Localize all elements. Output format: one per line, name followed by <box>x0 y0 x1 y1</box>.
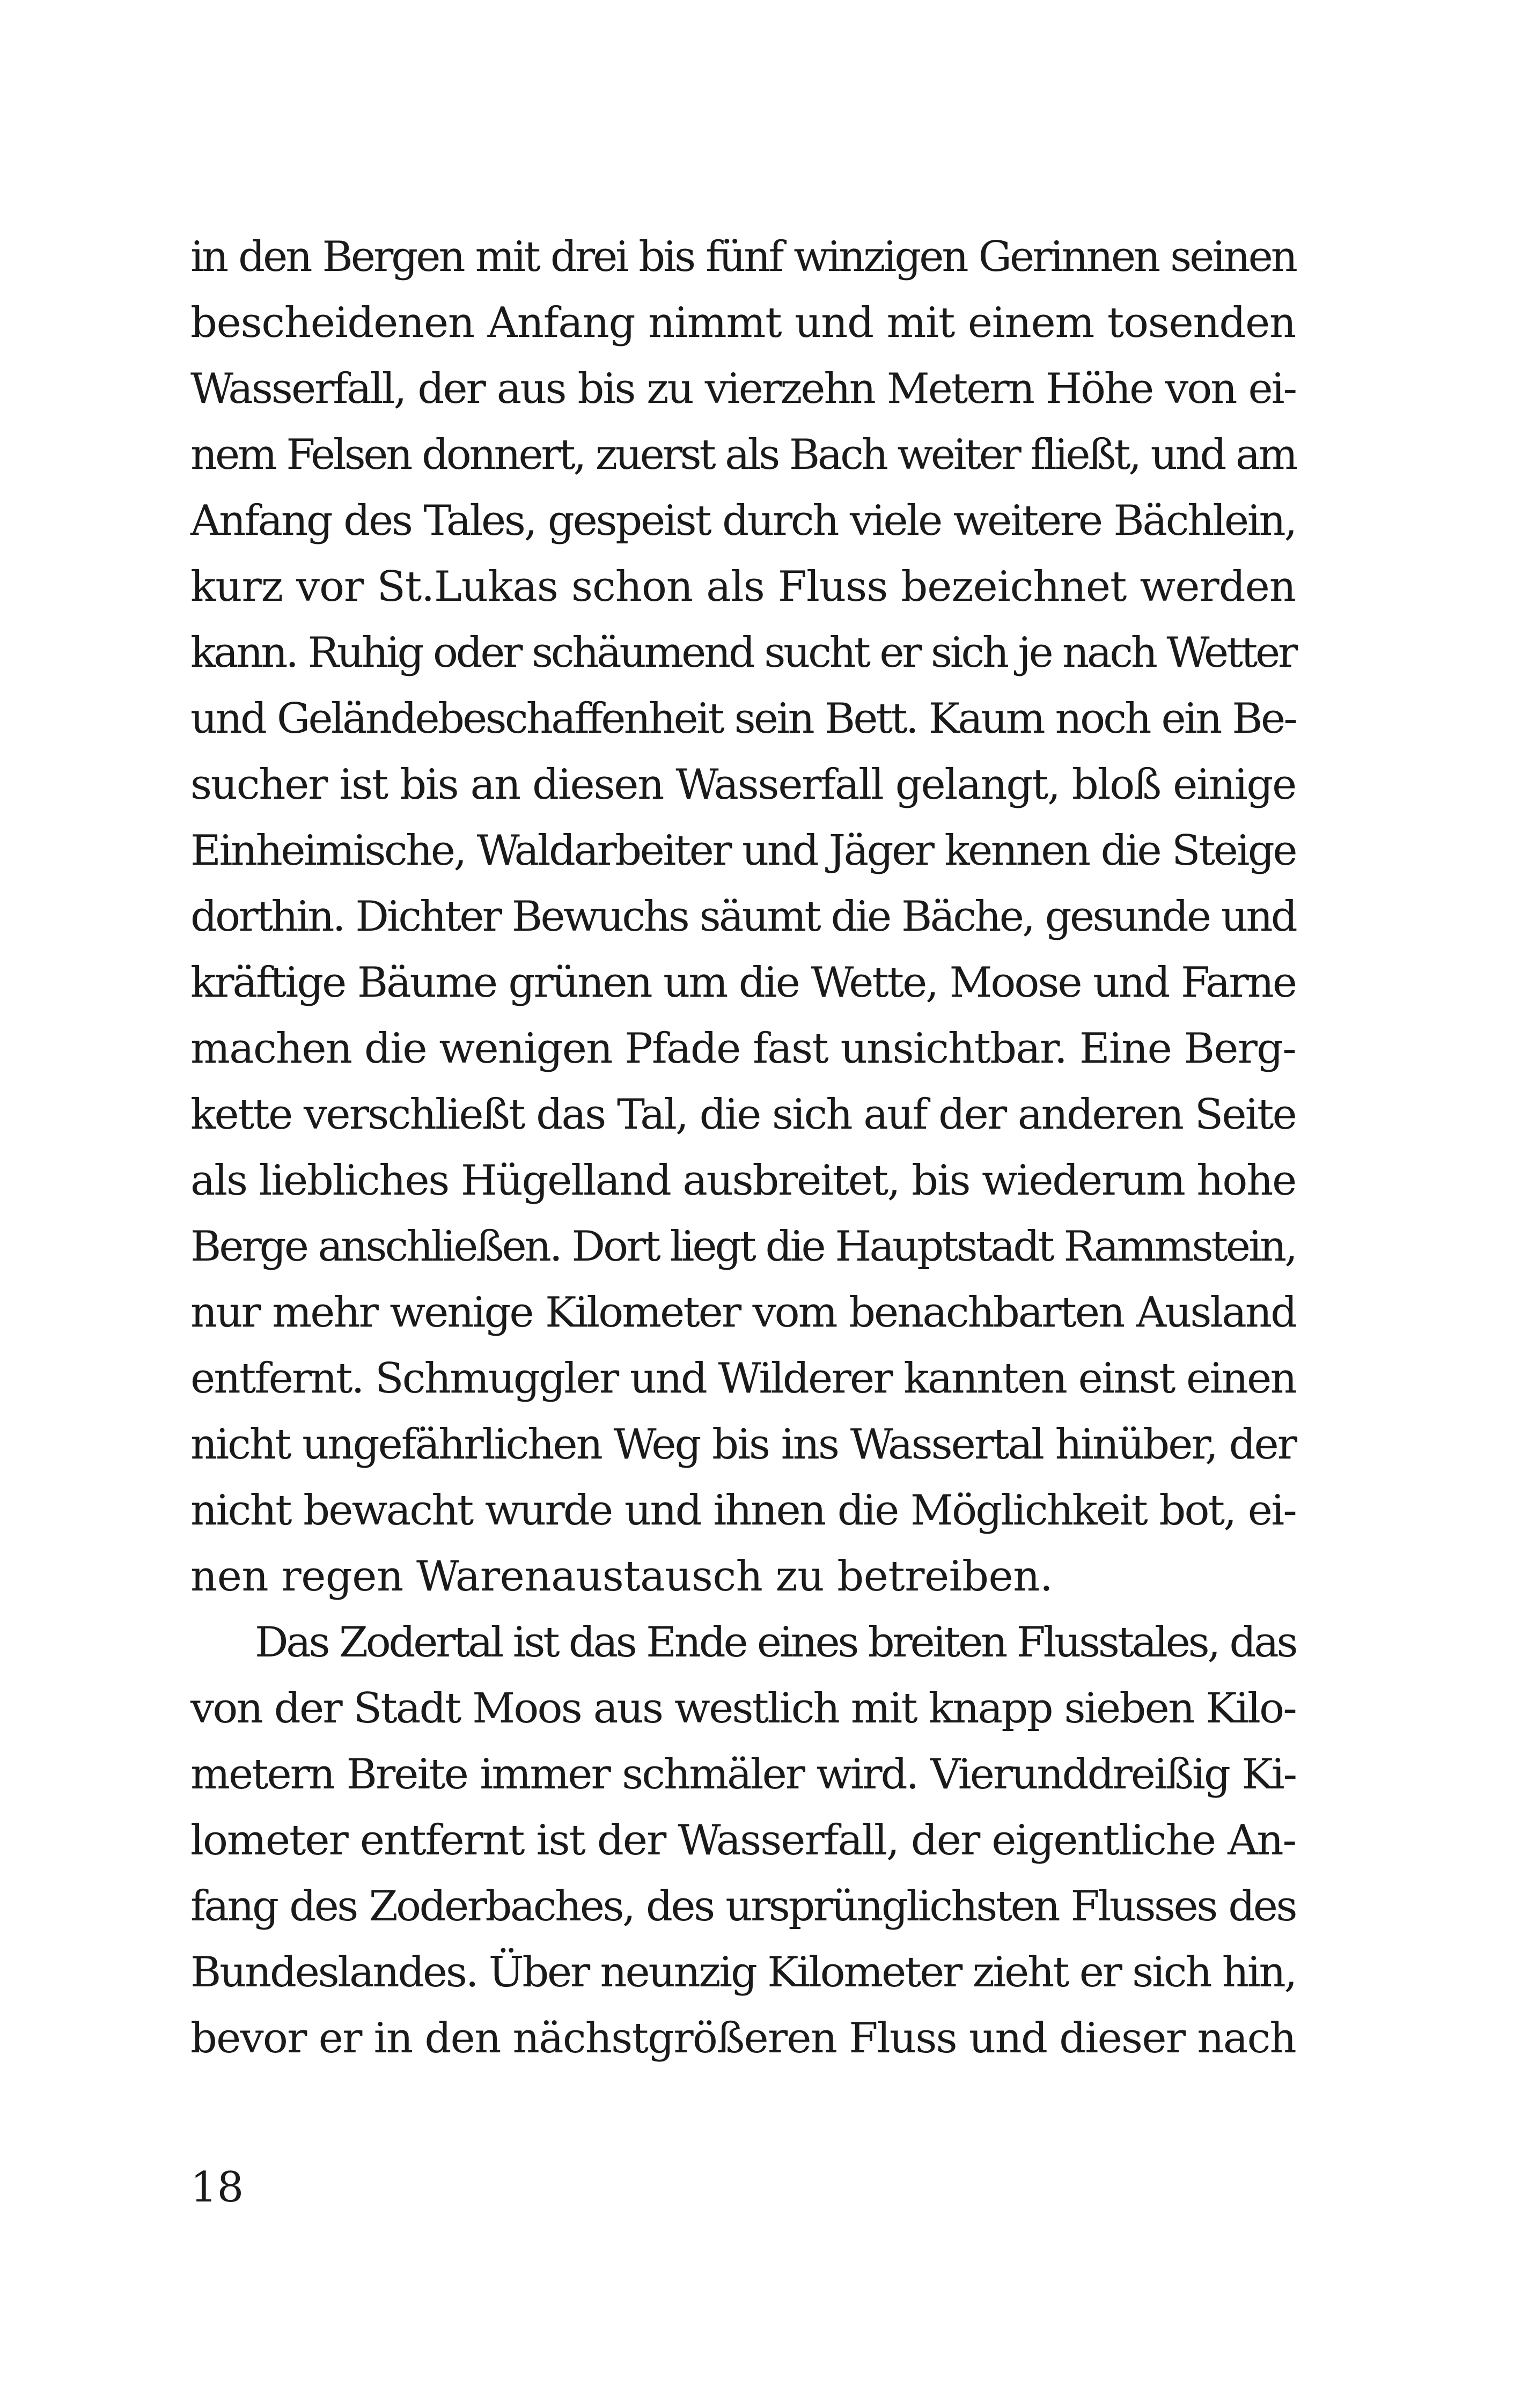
text-line: nicht ungefährlichen Weg bis ins Wassertal hinüber, der <box>190 1420 1296 1469</box>
text-line: fang des Zoderbaches, des ursprünglichsten Flusses des <box>190 1882 1296 1931</box>
text-line: kette verschließt das Tal, die sich auf der anderen Seite <box>190 1091 1296 1139</box>
text-line: metern Breite immer schmäler wird. Vierunddreißig Ki- <box>190 1750 1296 1799</box>
text-line: Das Zodertal ist das Ende eines breiten Flusstales, das <box>255 1618 1296 1667</box>
body-text <box>190 224 1296 2072</box>
text-line: sucher ist bis an diesen Wasserfall gelangt, bloß einige <box>190 761 1296 809</box>
text-line: Bundeslandes. Über neunzig Kilometer zieht er sich hin, <box>190 1948 1296 1997</box>
text-line: nem Felsen donnert, zuerst als Bach weiter fließt, und am <box>190 431 1296 479</box>
text-line: nur mehr wenige Kilometer vom benachbarten Ausland <box>190 1288 1296 1337</box>
text-line: machen die wenigen Pfade fast unsichtbar. Eine Berg- <box>190 1025 1296 1073</box>
text-line: entfernt. Schmuggler und Wilderer kannten einst einen <box>190 1354 1296 1403</box>
paragraph-2 <box>190 1610 1296 2072</box>
text-line: bescheidenen Anfang nimmt und mit einem tosenden <box>190 299 1296 347</box>
text-line: Wasserfall, der aus bis zu vierzehn Metern Höhe von ei- <box>190 365 1296 413</box>
text-line: nen regen Warenaustausch zu betreiben. <box>190 1552 1053 1601</box>
text-line: lometer entfernt ist der Wasserfall, der eigentliche An- <box>190 1816 1296 1865</box>
text-line: bevor er in den nächstgrößeren Fluss und dieser nach <box>190 2014 1296 2063</box>
text-line: kann. Ruhig oder schäumend sucht er sich je nach Wetter <box>190 629 1296 677</box>
text-line: und Geländebeschaffenheit sein Bett. Kaum noch ein Be- <box>190 695 1296 743</box>
text-line: Anfang des Tales, gespeist durch viele weitere Bächlein, <box>190 497 1296 545</box>
text-line: dorthin. Dichter Bewuchs säumt die Bäche, gesunde und <box>190 893 1296 941</box>
text-line: Einheimische, Waldarbeiter und Jäger kennen die Steige <box>190 827 1296 875</box>
text-line: kurz vor St.Lukas schon als Fluss bezeichnet werden <box>190 563 1296 611</box>
page-number: 18 <box>190 2163 244 2212</box>
paragraph-1 <box>190 224 1296 1610</box>
text-line: nicht bewacht wurde und ihnen die Möglichkeit bot, ei- <box>190 1486 1296 1535</box>
text-line: kräftige Bäume grünen um die Wette, Moose und Farne <box>190 959 1296 1007</box>
text-line: als liebliches Hügelland ausbreitet, bis wiederum hohe <box>190 1157 1296 1205</box>
text-line: Berge anschließen. Dort liegt die Hauptstadt Rammstein, <box>190 1223 1296 1271</box>
text-line: in den Bergen mit drei bis fünf winzigen Gerinnen seinen <box>190 233 1296 281</box>
text-line: von der Stadt Moos aus westlich mit knapp sieben Kilo- <box>190 1684 1296 1733</box>
